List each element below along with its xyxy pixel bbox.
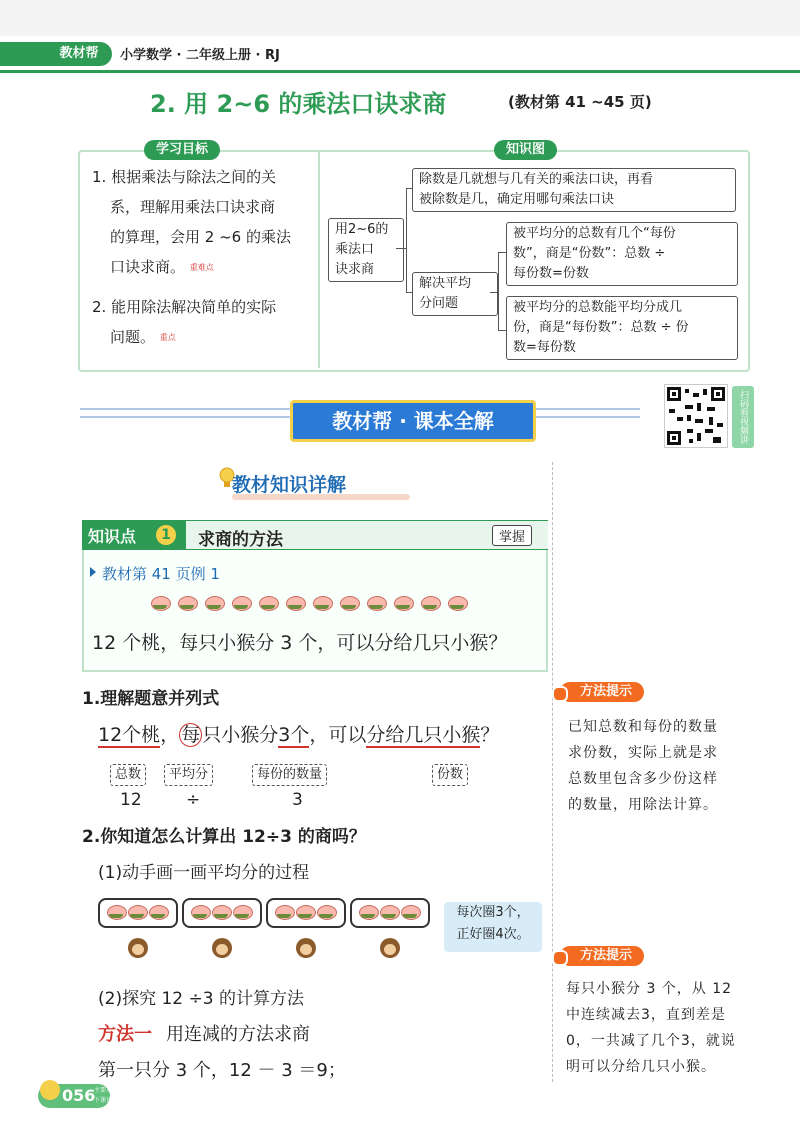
step-2-heading: 2.你知道怎么计算出 12÷3 的商吗？ <box>82 827 366 847</box>
book-info: 小学数学 · 二年级上册 · RJ <box>120 48 280 63</box>
goal-line: 的算理，会用 2 ~6 的乘法 <box>110 228 291 246</box>
peach-icon <box>366 594 386 610</box>
peach-icon <box>447 594 467 610</box>
page-range: (教材第 41 ~45 页) <box>508 93 652 111</box>
label-per-share: 每份的数量 <box>252 764 327 786</box>
mindmap-leaf-1 <box>506 222 738 286</box>
mindmap-branch-1 <box>412 168 736 212</box>
example-reference: 教材第 41 页例 1 <box>102 565 220 583</box>
connector <box>396 248 406 249</box>
peach-icon <box>258 594 278 610</box>
header-divider <box>0 70 800 73</box>
method-text: 用连减的方法求商 <box>166 1024 310 1045</box>
tip-label-1: 方法提示 <box>560 682 644 702</box>
peach-row <box>150 594 480 612</box>
goal-line: 1. 根据乘法与除法之间的关 <box>92 168 277 186</box>
tip-line: 0，一共减了几个3，就说 <box>566 1033 736 1049</box>
tip-1 <box>568 714 756 818</box>
peach-icon <box>393 594 413 610</box>
tip-line: 总数里包含多少份这样 <box>568 771 718 787</box>
connector <box>498 330 506 331</box>
goals-divider <box>318 150 320 368</box>
first-calculation: 第一只分 3 个，12 － 3 ＝9； <box>98 1060 346 1081</box>
mindmap-line: 解决平均 <box>419 276 472 291</box>
connector <box>490 292 498 293</box>
monkey-icon <box>294 938 318 960</box>
tip-line: 每只小猴分 3 个，从 12 <box>566 981 733 997</box>
connector <box>498 252 506 253</box>
goals-label: 学习目标 <box>144 140 220 160</box>
circled-word: 每 <box>181 724 201 746</box>
mindmap-root-line: 乘法口 <box>335 242 375 257</box>
peach-icon <box>358 903 378 919</box>
tip-bullet-icon <box>552 686 568 702</box>
step-1-heading: 1.理解题意并列式 <box>82 689 220 709</box>
problem-sentence <box>98 720 499 747</box>
peach-icon <box>177 594 197 610</box>
sentence-part: 分给几只小猴 <box>366 724 481 746</box>
value-total: 12 <box>120 790 142 810</box>
section-subheading: 教材知识详解 <box>232 474 347 496</box>
label-divide: 平均分 <box>164 764 213 786</box>
tip-line: 明可以分给几只小猴。 <box>566 1059 716 1075</box>
tip-line: 已知总数和每份的数量 <box>568 719 718 735</box>
peach-icon <box>106 903 126 919</box>
value-per-share: 3 <box>292 790 303 810</box>
mindmap-root <box>328 218 404 282</box>
goal-line: 问题。 <box>110 328 156 346</box>
connector <box>498 252 499 330</box>
method-label: 方法一 <box>98 1024 152 1045</box>
goal-line: 系，理解用乘法口诀求商 <box>110 198 276 216</box>
mindmap-branch-2 <box>412 272 498 316</box>
example-problem: 12 个桃，每只小猴分 3 个，可以分给几只小猴？ <box>92 632 508 654</box>
peach-icon <box>204 594 224 610</box>
goal-line: 2. 能用除法解决简单的实际 <box>92 298 277 316</box>
mindmap-line: 数=每份数 <box>513 340 576 355</box>
peach-icon <box>312 594 332 610</box>
mindmap-line: 除数是几就想与几有关的乘法口诀，再看 <box>419 172 654 187</box>
mindmap-line: 被平均分的总数有几个“每份 <box>513 226 676 241</box>
sentence-part: 3个 <box>278 724 310 746</box>
peach-icon <box>379 903 399 919</box>
mindmap-line: 每份数=份数 <box>513 266 589 281</box>
mindmap-root-line: 诀求商 <box>335 262 375 277</box>
mindmap-line: 被平均分的总数能平均分成几 <box>513 300 683 315</box>
connector <box>406 188 407 292</box>
peach-icon <box>274 903 294 919</box>
tip-2 <box>566 976 754 1080</box>
sidebar-divider <box>552 462 554 1082</box>
tip-line: 求份数，实际上就是求 <box>568 745 718 761</box>
method-1 <box>98 1020 310 1046</box>
knowledge-title: 求商的方法 <box>198 530 283 550</box>
goal-item-1 <box>92 162 291 285</box>
brand-label: 教材帮 <box>46 42 112 66</box>
peach-icon <box>148 903 168 919</box>
knowledge-label: 知识点 <box>88 527 137 546</box>
peach-icon <box>316 903 336 919</box>
mindmap-line: 分问题 <box>419 296 459 311</box>
triangle-icon <box>90 567 96 577</box>
page-number: 056 <box>62 1086 96 1105</box>
monkey-icon <box>378 938 402 960</box>
peach-icon <box>231 594 251 610</box>
sentence-part: 12个桃 <box>98 724 161 746</box>
peach-icon <box>127 903 147 919</box>
goal-line: 口诀求商。 <box>110 258 186 276</box>
goal-item-2 <box>92 292 276 355</box>
sub-step-2: (2)探究 12 ÷3 的计算方法 <box>98 989 304 1009</box>
peach-icon <box>211 903 231 919</box>
hint-line: 每次圈3个， <box>456 905 530 920</box>
page-title: 2. 用 2~6 的乘法口诀求商 <box>150 90 447 118</box>
sentence-part: ，可以 <box>309 724 367 746</box>
peach-icon <box>190 903 210 919</box>
knowledge-number: 1 <box>156 525 176 545</box>
peach-icon <box>420 594 440 610</box>
tip-line: 中连续减去3，直到差是 <box>566 1007 726 1023</box>
mindmap-root-line: 用2~6的 <box>335 222 389 237</box>
hint-line: 正好圈4次。 <box>456 927 530 942</box>
footer-slogan: 主要从教材 下课讲考点 <box>94 1087 125 1104</box>
peach-icon <box>400 903 420 919</box>
mindmap-leaf-2 <box>506 296 738 360</box>
value-operator: ÷ <box>186 790 201 810</box>
peach-icon <box>295 903 315 919</box>
mindmap-label: 知识图 <box>494 140 557 160</box>
monkey-icon <box>210 938 234 960</box>
top-stripe <box>0 0 800 36</box>
sentence-part: ？ <box>480 724 500 746</box>
hint-box <box>444 902 542 952</box>
tip-line: 的数量，用除法计算。 <box>568 797 718 813</box>
mindmap-line: 数”，商是“份数”：总数 ÷ <box>513 246 666 261</box>
brand-bar <box>0 42 46 66</box>
mindmap-line: 被除数是几，确定用哪句乘法口诀 <box>419 192 615 207</box>
mastery-tag: 掌握 <box>492 525 532 546</box>
grouping-diagram <box>98 898 438 968</box>
tip-label-2: 方法提示 <box>560 946 644 966</box>
section-band: 教材帮 · 课本全解 <box>290 400 536 442</box>
peach-icon <box>150 594 170 610</box>
peach-icon <box>232 903 252 919</box>
peach-icon <box>339 594 359 610</box>
sentence-part: 只小猴分 <box>202 724 279 746</box>
difficulty-badge: 重难点 <box>189 263 214 272</box>
monkey-icon <box>126 938 150 960</box>
video-tag: 扫码看视频讲解 <box>732 386 754 448</box>
peach-icon <box>285 594 305 610</box>
mindmap-line: 份，商是“每份数”：总数 ÷ 份 <box>513 320 689 335</box>
mascot-icon <box>40 1080 60 1100</box>
label-shares: 份数 <box>432 764 468 786</box>
sub-step-1: (1)动手画一画平均分的过程 <box>98 863 310 883</box>
tip-bullet-icon <box>552 950 568 966</box>
label-total: 总数 <box>110 764 146 786</box>
sentence-part: ， <box>160 724 180 746</box>
key-badge: 重点 <box>159 333 176 342</box>
